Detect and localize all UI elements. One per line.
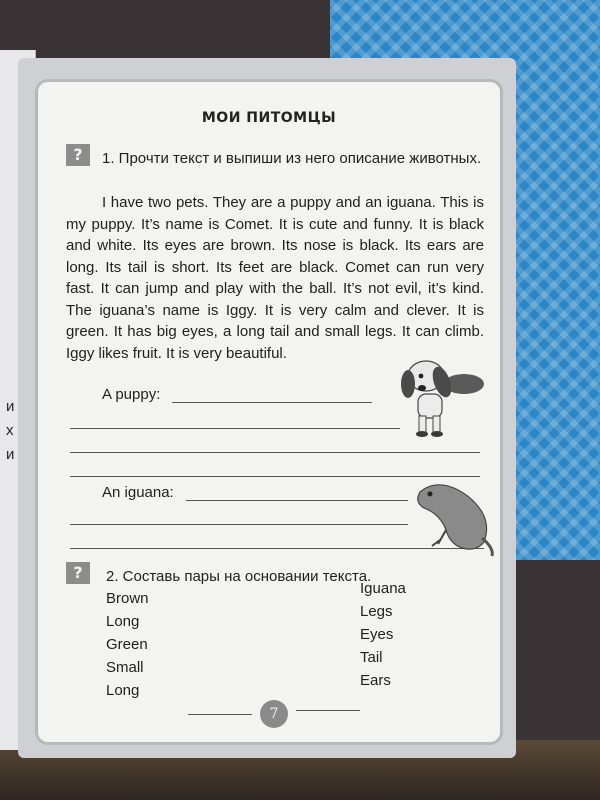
page-title: МОИ ПИТОМЦЫ xyxy=(201,110,337,126)
side-page-letter: и xyxy=(6,446,15,463)
pair-right-item: Ears xyxy=(360,672,391,689)
side-page-letter: х xyxy=(6,422,14,439)
footer-rule xyxy=(188,714,252,715)
puppy-label: A puppy: xyxy=(102,386,161,403)
pair-right-item: Legs xyxy=(360,603,393,620)
footer-rule xyxy=(296,710,360,711)
answer-line[interactable] xyxy=(70,476,480,477)
answer-line[interactable] xyxy=(186,500,408,501)
answer-line[interactable] xyxy=(70,524,408,525)
pair-left-item: Long xyxy=(106,682,140,699)
puppy-icon xyxy=(386,354,490,444)
pair-left-item: Long xyxy=(106,613,140,630)
task1-instruction: 1. Прочти текст и выпиши из него описание животных. xyxy=(102,150,482,167)
pair-right-item: Tail xyxy=(360,649,383,666)
answer-line[interactable] xyxy=(70,428,400,429)
iguana-icon xyxy=(410,478,496,558)
pair-left-item: Brown xyxy=(106,590,149,607)
pair-right-item: Iguana xyxy=(360,580,406,597)
page-number: 7 xyxy=(260,700,288,728)
answer-line[interactable] xyxy=(70,452,480,453)
side-page-letter: и xyxy=(6,398,15,415)
question-icon: ? xyxy=(66,144,90,166)
iguana-label: An iguana: xyxy=(102,484,174,501)
task2-instruction: 2. Составь пары на основании текста. xyxy=(106,568,372,585)
task1-reading-text: I have two pets. They are a puppy and an iguana. This is my puppy. It’s name is Comet. It is cute and funny. It is black and white. Its eyes are brown. Its nose is black. Its ears are long. Its tail is short. Its feet are black. Comet can run very fast. It can jump and play with the ball. It’s not evil, it’s kind. The iguana’s name is Iggy. It is very calm and clever. It is green. It has big eyes, a long tail and small legs. It can climb. Iggy likes fruit. It is very beautiful. xyxy=(66,194,484,362)
pair-right-item: Eyes xyxy=(360,626,394,643)
question-icon: ? xyxy=(66,562,90,584)
workbook-page xyxy=(38,82,500,742)
answer-line[interactable] xyxy=(172,402,372,403)
pair-left-item: Green xyxy=(106,636,148,653)
pair-left-item: Small xyxy=(106,659,144,676)
